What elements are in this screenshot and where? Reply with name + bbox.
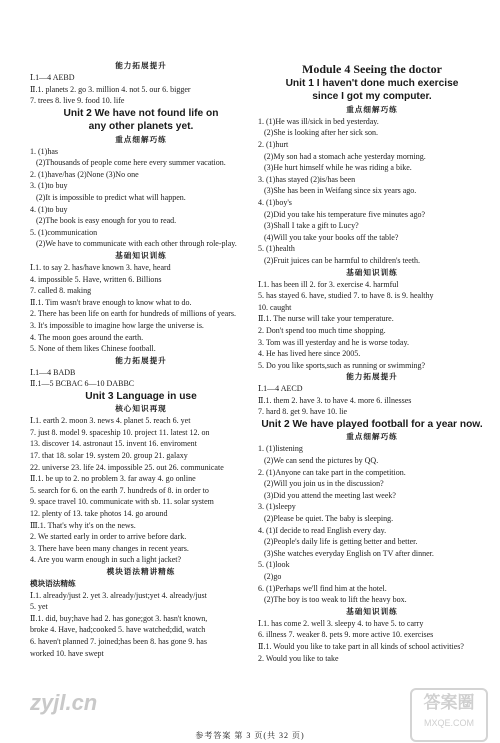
answer-line: Ⅲ.1. That's why it's on the news. bbox=[30, 520, 136, 530]
answer-line: (2)Will you join us in the discussion? bbox=[264, 479, 384, 489]
answer-line: 10. caught bbox=[258, 302, 292, 312]
answer-line: 3. It's impossible to imagine how large the universe is. bbox=[30, 320, 204, 330]
answer-line: Ⅰ.1. has been ill 2. for 3. exercise 4. harmful bbox=[258, 279, 399, 289]
answer-line: (4)Will you take your books off the table? bbox=[264, 232, 399, 242]
answer-line: 7. trees 8. live 9. food 10. life bbox=[30, 96, 125, 106]
answer-line: (2)It is impossible to predict what will happen. bbox=[36, 192, 186, 202]
answer-line: broke 4. Have, had;cooked 5. have watched;did, watch bbox=[30, 625, 206, 635]
answer-line: (2)People's daily life is getting better and better. bbox=[264, 537, 418, 547]
answer-line: Ⅰ.1—4 AECD bbox=[258, 384, 303, 394]
section-heading: 基础知识训练 bbox=[346, 267, 398, 277]
section-heading: 重点细解巧练 bbox=[346, 104, 398, 114]
answer-line: 2. (1)have/has (2)None (3)No one bbox=[30, 169, 139, 179]
answer-line: (2)The boy is too weak to lift the heavy box. bbox=[264, 595, 407, 605]
answer-line: 1. (1)He was ill/sick in bed yesterday. bbox=[258, 116, 379, 126]
answer-line: 5. (1)look bbox=[258, 560, 290, 570]
answer-line: 3. Tom was ill yesterday and he is worse today. bbox=[258, 337, 409, 347]
answer-line: 5. has stayed 6. have, studied 7. to have 8. is 9. healthy bbox=[258, 291, 434, 301]
answer-line: worked 10. have swept bbox=[30, 648, 104, 658]
answer-line: 7. hard 8. get 9. have 10. lie bbox=[258, 407, 348, 417]
unit-title: Unit 3 Language in use bbox=[85, 390, 197, 402]
answer-line: 12. plenty of 13. take photos 14. go around bbox=[30, 509, 168, 519]
answer-line: Ⅱ.1. did, buy;have had 2. has gone;got 3. hasn't known, bbox=[30, 613, 208, 623]
answer-line: 5. search for 6. on the earth 7. hundreds of 8. in order to bbox=[30, 485, 209, 495]
stamp-title: 答案圈 bbox=[423, 693, 475, 713]
page-footer: 参考答案 第 3 页(共 32 页) bbox=[195, 731, 305, 740]
right-column bbox=[258, 60, 486, 664]
answer-line: (2)We have to communicate with each other through role-play. bbox=[36, 239, 237, 249]
section-heading: 重点细解巧练 bbox=[346, 432, 398, 442]
answer-line: Ⅱ.1. planets 2. go 3. million 4. not 5. our 6. bigger bbox=[30, 84, 191, 94]
answer-line: 2. There has been life on earth for hundreds of millions of years. bbox=[30, 309, 237, 319]
answer-line: 3. There have been many changes in recent years. bbox=[30, 543, 189, 553]
answer-line: 4. Are you warm enough in such a light jacket? bbox=[30, 555, 182, 565]
answer-line: (3)Did you attend the meeting last week? bbox=[264, 490, 396, 500]
answer-line: (3)She watches everyday English on TV after dinner. bbox=[264, 548, 434, 558]
answer-line: 2. Would you like to take bbox=[258, 653, 339, 663]
unit-title: Unit 1 I haven't done much exercise bbox=[285, 78, 459, 89]
answer-line: 4. impossible 5. Have, written 6. Billions bbox=[30, 274, 162, 284]
answer-line: 5. (1)communication bbox=[30, 227, 98, 237]
answer-line: (2)My son had a stomach ache yesterday morning. bbox=[264, 151, 426, 161]
section-heading: 能力拓展提升 bbox=[115, 61, 167, 70]
answer-line: (2)Please be quiet. The baby is sleeping. bbox=[264, 514, 394, 524]
section-heading: 核心知识再现 bbox=[115, 404, 167, 414]
answer-line: 4. He has lived here since 2005. bbox=[258, 349, 361, 359]
watermark-stamp bbox=[410, 688, 488, 742]
answer-line: Ⅰ.1—4 BADB bbox=[30, 367, 76, 377]
answer-line: (2)The book is easy enough for you to read. bbox=[36, 216, 177, 226]
section-heading: 模块语法精讲精练 bbox=[106, 567, 176, 576]
answer-line: (2)Did you take his temperature five minutes ago? bbox=[264, 209, 426, 219]
answer-line: (2)Thousands of people come here every summer vacation. bbox=[36, 158, 226, 168]
answer-line: 9. space travel 10. communicate with sb. 11. solar system bbox=[30, 497, 214, 507]
answer-line: 5. None of them likes Chinese football. bbox=[30, 344, 156, 354]
answer-line: Ⅱ.1. The nurse will take your temperature. bbox=[258, 314, 394, 324]
unit-title: Unit 2 We have not found life on bbox=[63, 107, 219, 119]
unit-title: any other planets yet. bbox=[88, 121, 194, 133]
subsection-label: 模块语法精练 bbox=[30, 579, 76, 588]
answer-line: 6. illness 7. weaker 8. pets 9. more active 10. exercises bbox=[258, 630, 434, 640]
answer-line: 3. (1)sleepy bbox=[258, 502, 296, 512]
answer-line: 17. that 18. solar 19. system 20. group 21. galaxy bbox=[30, 451, 188, 461]
answer-line: 1. (1)listening bbox=[258, 444, 303, 454]
answer-line: 2. We started early in order to arrive before dark. bbox=[30, 532, 187, 542]
answer-line: (3)Shall I take a gift to Lucy? bbox=[264, 221, 359, 231]
stamp-url: MXQE.COM bbox=[423, 718, 474, 728]
unit-title: Unit 2 We have played football for a year now. bbox=[261, 419, 483, 431]
answer-line: 5. Do you like sports,such as running or swimming? bbox=[258, 360, 426, 370]
answer-line: 4. (1)boy's bbox=[258, 197, 292, 207]
answer-line: Ⅰ.1. already/just 2. yet 3. already/just;yet 4. already/just bbox=[30, 590, 207, 600]
watermark-site: zyjl.cn bbox=[30, 690, 98, 715]
section-heading: 重点细解巧练 bbox=[115, 134, 167, 144]
answer-line: 4. The moon goes around the earth. bbox=[30, 332, 144, 342]
answer-line: 4. (1)I decide to read English every day. bbox=[258, 525, 387, 535]
section-heading: 基础知识训练 bbox=[346, 606, 398, 616]
answer-line: Ⅰ.1. has come 2. well 3. sleepy 4. to have 5. to carry bbox=[258, 618, 424, 628]
answer-line: 4. (1)to buy bbox=[30, 204, 68, 214]
unit-title: since I got my computer. bbox=[312, 91, 432, 103]
answer-line: Ⅱ.1. Tim wasn't brave enough to know what to do. bbox=[30, 297, 192, 307]
answer-line: 3. (1)to buy bbox=[30, 181, 68, 191]
left-column bbox=[30, 60, 252, 659]
answer-line: 3. (1)has stayed (2)is/has been bbox=[258, 174, 356, 184]
answer-line: (2)go bbox=[264, 572, 282, 581]
module-title: Module 4 Seeing the doctor bbox=[302, 62, 442, 76]
section-heading: 能力拓展提升 bbox=[346, 372, 398, 382]
answer-line: 22. universe 23. life 24. impossible 25. out 26. communicate bbox=[30, 462, 224, 472]
answer-line: Ⅱ.1. be up to 2. no problem 3. far away 4. go online bbox=[30, 474, 196, 484]
answer-line: 2. (1)Anyone can take part in the competition. bbox=[258, 467, 406, 477]
answer-line: 13. discover 14. astronaut 15. invent 16. enviroment bbox=[30, 439, 197, 449]
section-heading: 能力拓展提升 bbox=[115, 355, 167, 365]
answer-line: (2)She is looking after her sick son. bbox=[264, 128, 378, 138]
answer-line: 6. haven't planned 7. joined;has been 8. has gone 9. has bbox=[30, 636, 207, 646]
answer-line: 7. just 8. model 9. spaceship 10. project 11. latest 12. on bbox=[30, 427, 210, 437]
answer-line: 5. yet bbox=[30, 602, 48, 612]
answer-line: 2. Don't spend too much time shopping. bbox=[258, 325, 386, 335]
section-heading: 基础知识训练 bbox=[115, 250, 167, 260]
answer-line: (2)We can send the pictures by QQ. bbox=[264, 456, 379, 466]
answer-line: Ⅱ.1. them 2. have 3. to have 4. more 6. illnesses bbox=[258, 395, 412, 405]
answer-line: Ⅰ.1. to say 2. has/have known 3. have, heard bbox=[30, 262, 171, 272]
answer-line: Ⅰ.1—4 AEBD bbox=[30, 73, 75, 82]
answer-line: 7. called 8. making bbox=[30, 286, 92, 296]
answer-line: 1. (1)has bbox=[30, 146, 58, 156]
answer-line: (2)Fruit juices can be harmful to children's teeth. bbox=[264, 255, 421, 265]
answer-line: Ⅱ.1. Would you like to take part in all kinds of school activities? bbox=[258, 641, 464, 651]
answer-line: 6. (1)Perhaps we'll find him at the hotel. bbox=[258, 583, 387, 593]
answer-line: Ⅱ.1—5 BCBAC 6—10 DABBC bbox=[30, 379, 135, 389]
answer-line: 5. (1)health bbox=[258, 244, 295, 254]
answer-line: (3)She has been in Weifang since six years ago. bbox=[264, 186, 417, 196]
answer-line: Ⅰ.1. earth 2. moon 3. news 4. planet 5. reach 6. yet bbox=[30, 416, 191, 426]
answer-line: (3)He hurt himself while he was riding a bike. bbox=[264, 163, 412, 173]
answer-line: 2. (1)hurt bbox=[258, 140, 289, 149]
